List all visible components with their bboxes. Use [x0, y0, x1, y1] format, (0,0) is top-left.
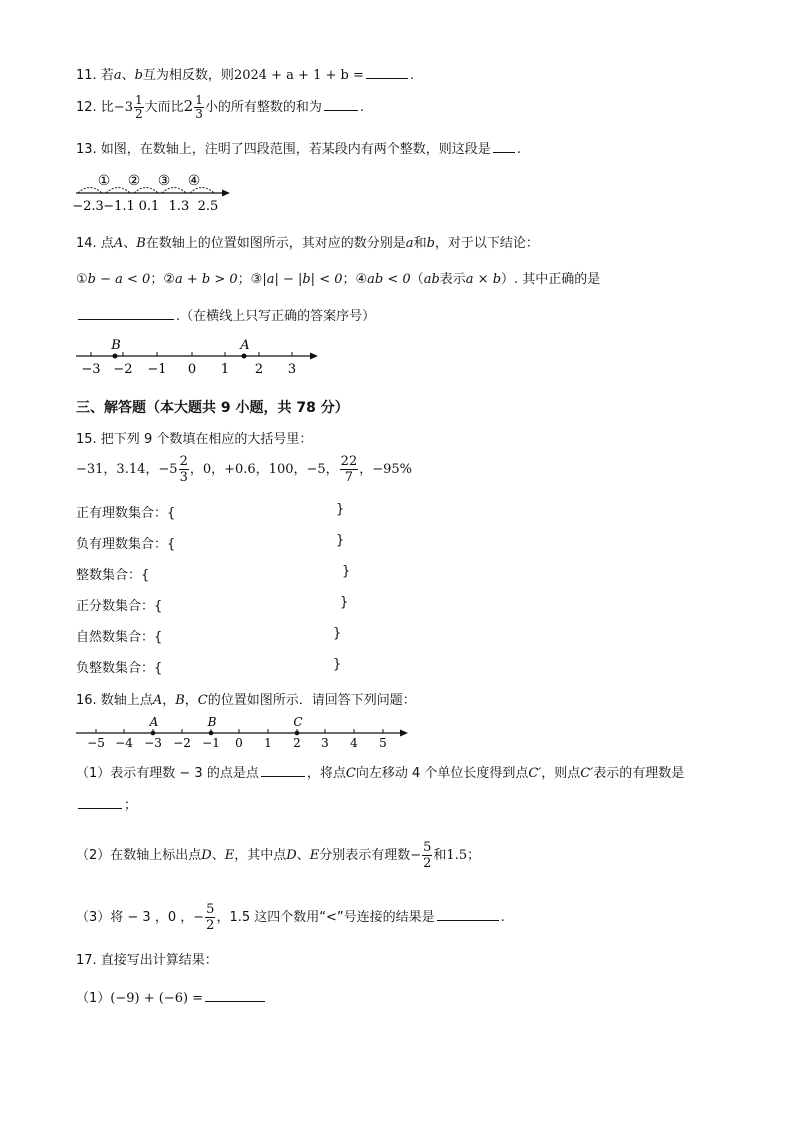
frac-den: 2: [206, 918, 215, 933]
fraction-5-2: [422, 840, 432, 871]
set-positive-rational[interactable]: [76, 502, 175, 521]
q14-answer-line: [76, 305, 375, 324]
set-label: 正有理数集合：{: [76, 506, 176, 521]
point-c-dot: [295, 731, 300, 736]
set-label: 负整数集合：{: [76, 661, 163, 676]
q16-text-b: 的位置如图所示．请回答下列问题：: [207, 693, 416, 708]
frac-num: 1: [134, 93, 143, 107]
tick-label: 1: [264, 736, 272, 750]
label-b: B: [111, 338, 121, 353]
circle-2: ②: [127, 173, 141, 189]
p2-text-c: 分别表示有理数: [319, 848, 411, 863]
set-negative-integers[interactable]: [76, 657, 162, 676]
tick-label: −3: [144, 736, 162, 750]
period: .: [500, 910, 505, 925]
q17-part-1: [76, 987, 267, 1006]
value-1-5: 1.5: [446, 848, 468, 863]
conclusion-1-expr: b − a < 0: [87, 272, 151, 287]
q16-part-2: [76, 840, 480, 871]
q14-sep: 、: [123, 236, 137, 251]
tick-label: 3: [321, 736, 329, 750]
tick-label: 2: [293, 736, 301, 750]
frac-den: 7: [344, 470, 354, 485]
point-b: B: [136, 236, 146, 251]
frac-num: 22: [340, 454, 358, 469]
q11-end: .: [409, 68, 415, 83]
q15-numbers: [76, 454, 412, 485]
fraction-third: [194, 94, 204, 121]
tick-label: −2: [173, 736, 191, 750]
circle-4: ④: [187, 173, 201, 189]
set-label: 整数集合：{: [76, 568, 150, 583]
set-close: }: [336, 533, 345, 548]
point-c-prime: C′: [528, 766, 542, 781]
tick-label: 1: [220, 362, 230, 377]
answer-blank[interactable]: [324, 98, 358, 111]
paren-text-c: ）. 其中正确的是: [501, 272, 601, 287]
sep: 、: [211, 848, 225, 863]
tick-label: −1: [147, 362, 167, 377]
semicolon: ；: [124, 798, 138, 813]
number-line-q14: [72, 336, 324, 380]
question-14: [76, 232, 539, 251]
tick-label: 0: [235, 736, 243, 750]
point-c: C: [197, 693, 208, 708]
q12-text: 12. 比: [76, 100, 114, 115]
answer-blank[interactable]: [205, 989, 265, 1002]
label-c: C: [293, 715, 303, 729]
p1-label: （1）: [76, 991, 111, 1006]
set-positive-fractions[interactable]: [76, 595, 162, 614]
q13-end: .: [516, 142, 521, 157]
conclusion-1: ①: [76, 272, 88, 287]
set-close: }: [340, 595, 349, 610]
point-b: B: [175, 693, 185, 708]
q15-intro: 15. 把下列 9 个数填在相应的大括号里：: [76, 432, 313, 447]
p3-text: （3）将 − 3 ，0 ，: [76, 910, 194, 925]
set-integers[interactable]: [76, 564, 149, 583]
q17-expression: (−9) + (−6) =: [110, 991, 204, 1006]
tick-label: −3: [81, 362, 101, 377]
label-a: A: [240, 338, 250, 353]
q12-text-b: 大而比: [144, 100, 184, 115]
conclusion-4-expr: ab < 0: [367, 272, 411, 287]
frac-num: 5: [206, 902, 215, 917]
p3-text-b: ，1.5 这四个数用“<”号连接的结果是: [216, 910, 435, 925]
p1-text-e: 表示的有理数是: [593, 766, 685, 781]
question-13: [76, 138, 521, 157]
point-a: A: [113, 236, 124, 251]
q16-part-1: [76, 762, 684, 781]
q12-text-c: 小的所有整数的和为: [204, 100, 322, 115]
set-close: }: [342, 564, 351, 579]
question-12: [76, 94, 364, 121]
q12-whole: 2: [183, 97, 194, 115]
p1-text-d: ，则点: [541, 766, 581, 781]
point-b-dot: [209, 731, 214, 736]
semicolon: ；: [467, 848, 481, 863]
tick-label: −2.3: [72, 199, 104, 214]
q16-part-3: [76, 902, 505, 933]
and: 和: [433, 848, 447, 863]
set-label: 负有理数集合：{: [76, 537, 176, 552]
mixed-number-fraction: [179, 454, 189, 485]
frac-den: 3: [179, 470, 188, 485]
set-negative-rational[interactable]: [76, 533, 175, 552]
var-a: a: [405, 236, 414, 251]
p1-text: （1）表示有理数 − 3 的点是点: [76, 766, 259, 781]
paren: （: [410, 272, 424, 287]
frac-num: 2: [179, 454, 188, 469]
tick-label: −1: [202, 736, 220, 750]
point-e: E: [224, 848, 235, 863]
p2-text-b: ，其中点: [234, 848, 287, 863]
tick-label: −5: [87, 736, 105, 750]
q16-text: 16. 数轴上点: [76, 693, 153, 708]
var-b: b: [134, 68, 143, 83]
p1-text-c: 向左移动 4 个单位长度得到点: [355, 766, 529, 781]
fraction-5-2: [205, 902, 215, 933]
point-c: C: [345, 766, 356, 781]
q13-text: 13. 如图，在数轴上，注明了四段范围，若某段内有两个整数，则这段是: [76, 142, 491, 157]
q14-text-c: ，对于以下结论：: [434, 236, 539, 251]
number-line-q13: [72, 166, 234, 214]
tick-label: 1.3: [168, 199, 190, 214]
q17-intro: 17. 直接写出计算结果：: [76, 953, 218, 968]
q14-conclusions: [76, 268, 600, 287]
number-line-q16: [72, 712, 414, 752]
tick-label: 0.1: [138, 199, 160, 214]
q11-text: 11. 若: [76, 68, 114, 83]
comma: ，: [162, 693, 176, 708]
tick-label: 2.5: [197, 199, 219, 214]
point-e: E: [309, 848, 320, 863]
numbers-part-3: ，−95%: [359, 462, 413, 477]
q16-part-1-answer: [76, 794, 137, 813]
comma: ，: [184, 693, 198, 708]
set-close: }: [333, 657, 342, 672]
conclusion-2-expr: a + b > 0: [174, 272, 238, 287]
section-heading: 三、解答题（本大题共 9 小题，共 78 分）: [76, 400, 349, 416]
var-b: b: [426, 236, 435, 251]
frac-den: 3: [195, 107, 203, 121]
point-d: D: [286, 848, 297, 863]
q14-and: 和: [413, 236, 427, 251]
set-close: }: [333, 626, 342, 641]
q11-expression: 2024 + a + 1 + b =: [233, 68, 364, 83]
paren-text: 表示: [439, 272, 466, 287]
answer-blank[interactable]: [437, 908, 499, 921]
minus-sign: −: [193, 910, 205, 925]
point-b-dot: [113, 354, 118, 359]
q16-intro: [76, 689, 416, 708]
conclusion-4: ；④: [342, 272, 368, 287]
label-b: B: [207, 715, 217, 729]
circle-3: ③: [157, 173, 171, 189]
answer-blank[interactable]: [261, 764, 305, 777]
set-label: 正分数集合：{: [76, 599, 163, 614]
answer-blank[interactable]: [366, 66, 408, 79]
q14-instruction: .（在横线上只写正确的答案序号）: [176, 309, 376, 324]
mixed-number-whole: −5: [158, 462, 178, 477]
tick-label: 0: [187, 362, 197, 377]
q11-sep: 、: [121, 68, 135, 83]
set-label: 自然数集合：{: [76, 630, 163, 645]
frac-num: 1: [195, 93, 203, 107]
tick-label: −4: [115, 736, 133, 750]
var-a: a: [113, 68, 122, 83]
answer-blank[interactable]: [78, 796, 122, 809]
numbers-part-1: −31，3.14，: [76, 462, 159, 477]
tick-label: 5: [379, 736, 387, 750]
numbers-part-2: ，0，+0.6，100，−5，: [189, 462, 339, 477]
set-close: }: [336, 502, 345, 517]
label-a: A: [149, 715, 159, 729]
q14-text: 14. 点: [76, 236, 114, 251]
conclusion-3-expr: |a| − |b| < 0: [262, 272, 343, 287]
q12-neg: −3: [113, 100, 133, 115]
circle-1: ①: [97, 173, 111, 189]
sep: 、: [296, 848, 310, 863]
conclusion-2: ；②: [150, 272, 175, 287]
tick-label: 3: [287, 362, 297, 377]
frac-num: 5: [423, 840, 432, 855]
q12-end: .: [359, 100, 364, 115]
fraction-half: [134, 94, 144, 121]
frac-den: 2: [134, 107, 143, 121]
a-times-b: a × b: [465, 272, 502, 287]
tick-label: 2: [254, 362, 264, 377]
frac-den: 2: [423, 856, 432, 871]
tick-label: −1.1: [103, 199, 135, 214]
point-a-dot: [242, 354, 247, 359]
q11-text-b: 互为相反数，则: [142, 68, 234, 83]
answer-blank[interactable]: [78, 307, 174, 320]
fraction-22-7: [340, 454, 359, 485]
point-d: D: [201, 848, 212, 863]
question-11: [76, 64, 414, 83]
ab: ab: [423, 272, 440, 287]
tick-label: −2: [113, 362, 133, 377]
tick-label: 4: [350, 736, 358, 750]
p2-text: （2）在数轴上标出点: [76, 848, 202, 863]
minus-sign: −: [410, 848, 422, 863]
point-a-dot: [151, 731, 156, 736]
conclusion-3: ；③: [237, 272, 263, 287]
set-natural-numbers[interactable]: [76, 626, 162, 645]
point-a: A: [152, 693, 163, 708]
point-c-prime: C′: [580, 766, 594, 781]
q14-text-b: 在数轴上的位置如图所示，其对应的数分别是: [145, 236, 406, 251]
p1-text-b: ，将点: [306, 766, 346, 781]
answer-blank[interactable]: [493, 140, 515, 153]
